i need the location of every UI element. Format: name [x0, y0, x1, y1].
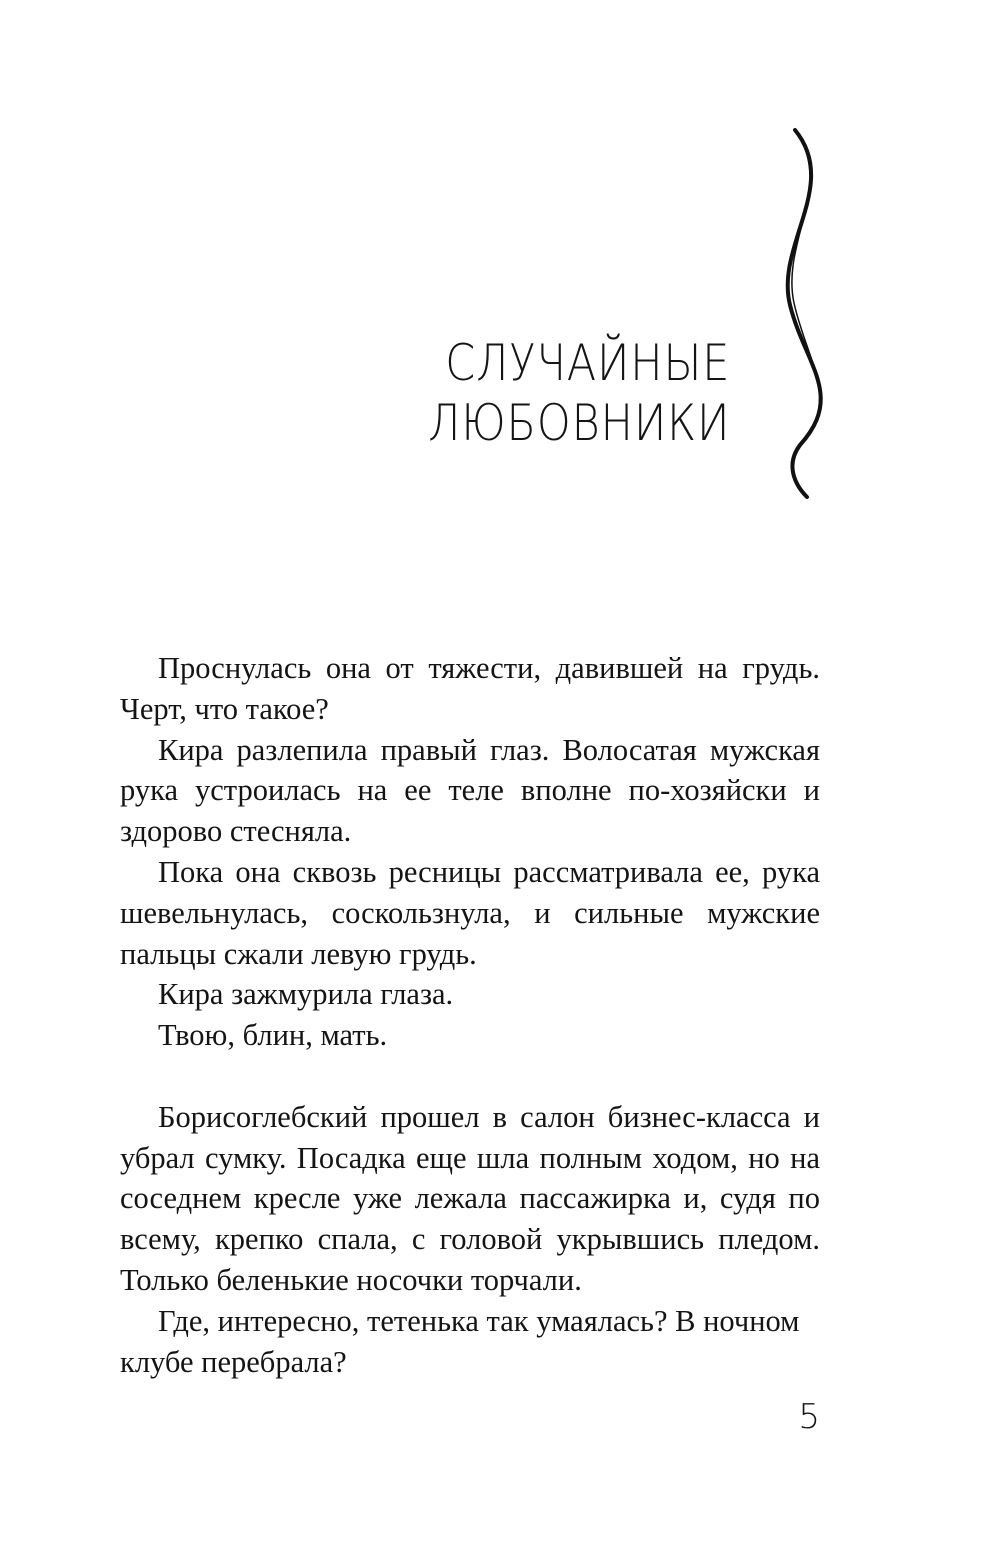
- chapter-title-line-1: СЛУЧАЙНЫЕ: [444, 334, 730, 392]
- decorative-wave-ornament: [755, 125, 845, 500]
- paragraph: Твою, блин, мать.: [158, 1018, 388, 1053]
- chapter-title-line-2: ЛЮБОВНИКИ: [427, 394, 730, 452]
- paragraph: Где, интересно, тетенька так умаялась? В ночном клубе перебрала?: [120, 1303, 800, 1379]
- chapter-title: [379, 333, 730, 453]
- page-number: 5: [798, 1397, 820, 1437]
- section-break: [120, 1056, 820, 1097]
- chapter-body-text: [120, 648, 820, 1382]
- paragraph: Кира зажмурила глаза.: [158, 977, 454, 1012]
- paragraph: Кира разлепила правый глаз. Волосатая мужская рука устроилась на ее теле вполне по-хозяйски и здорово стесняла.: [120, 732, 820, 849]
- paragraph: Пока она сквозь ресницы рассматривала ее, рука шевельнулась, соскользнула, и сильные мужские пальцы сжали левую грудь.: [120, 854, 820, 971]
- paragraph: Проснулась она от тяжести, давившей на грудь. Черт, что такое?: [120, 651, 820, 726]
- paragraph: Борисоглебский прошел в салон бизнес-класса и убрал сумку. Посадка еще шла полным ходом, но на соседнем кресле уже лежала пассажирка и, судя по всему, крепко спала, с головой укрывшись пледом. Только беленькие носочки торчали.: [120, 1099, 820, 1297]
